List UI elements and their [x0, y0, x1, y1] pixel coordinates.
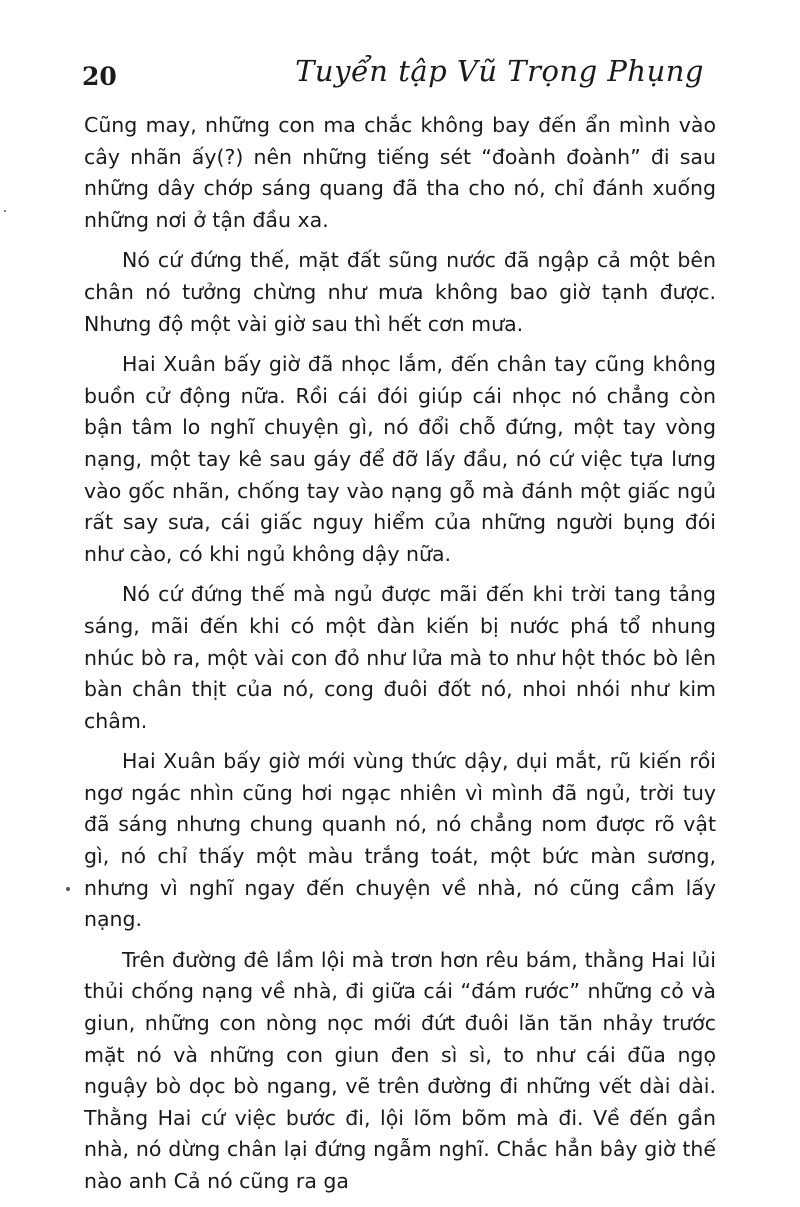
running-title: Tuyển tập Vũ Trọng Phụng	[295, 54, 704, 88]
paragraph: Trên đường đê lầm lội mà trơn hơn rêu bám, thằng Hai lủi thủi chống nạng về nhà, đi giữa cái “đám rước” những cỏ và giun, những con nòng nọc mới đứt đuôi lăn tăn nhảy trước mặt nó và những con giun đen sì sì, to như cái đũa ngọ nguậy bò dọc bò ngang, vẽ trên đường đi những vết dài dài. Thằng Hai cứ việc bước đi, lội lõm bõm mà đi. Về đến gần nhà, nó dừng chân lại đứng ngẫm nghĩ. Chắc hẳn bây giờ thế nào anh Cả nó cũng ra ga	[84, 947, 716, 1193]
paragraph: Hai Xuân bấy giờ đã nhọc lắm, đến chân tay cũng không buồn cử động nữa. Rồi cái đói giúp cái nhọc nó chẳng còn bận tâm lo nghĩ chuyện gì, nó đổi chỗ đứng, một tay vòng nạng, một tay kê sau gáy để đỡ lấy đầu, nó cứ việc tựa lưng vào gốc nhãn, chống tay vào nạng gỗ mà đánh một giấc ngủ rất say sưa, cái giấc nguy hiểm của những người bụng đói như cào, có khi ngủ không dậy nữa.	[84, 352, 716, 566]
paragraph: Hai Xuân bấy giờ mới vùng thức dậy, dụi mắt, rũ kiến rồi ngơ ngác nhìn cũng hơi ngạc nhiên vì mình đã ngủ, trời tuy đã sáng nhưng chung quanh nó, nó chẳng nom được rõ vật gì, nó chỉ thấy một màu trắng toát, một bức màn sương, nhưng vì nghĩ ngay đến chuyện về nhà, nó cũng cầm lấy nạng.	[84, 749, 716, 932]
paragraph: Nó cứ đứng thế mà ngủ được mãi đến khi trời tang tảng sáng, mãi đến khi có một đàn kiến bị nước phá tổ nhung nhúc bò ra, một vài con đỏ như lửa mà to như hột thóc bò lên bàn chân thịt của nó, cong đuôi đốt nó, nhoi nhói như kim châm.	[84, 582, 716, 733]
paragraph: Nó cứ đứng thế, mặt đất sũng nước đã ngập cả một bên chân nó tưởng chừng như mưa không bao giờ tạnh được. Nhưng độ một vài giờ sau thì hết cơn mưa.	[84, 248, 716, 336]
scan-speck	[4, 210, 6, 212]
page-header	[82, 48, 712, 98]
scan-speck	[66, 887, 70, 891]
page-number: 20	[82, 62, 117, 91]
paragraph: Cũng may, những con ma chắc không bay đến ẩn mình vào cây nhãn ấy(?) nên những tiếng sét “đoành đoành” đi sau những dây chớp sáng quang đã tha cho nó, chỉ đánh xuống những nơi ở tận đầu xa.	[84, 113, 716, 232]
body-text	[84, 110, 716, 1207]
